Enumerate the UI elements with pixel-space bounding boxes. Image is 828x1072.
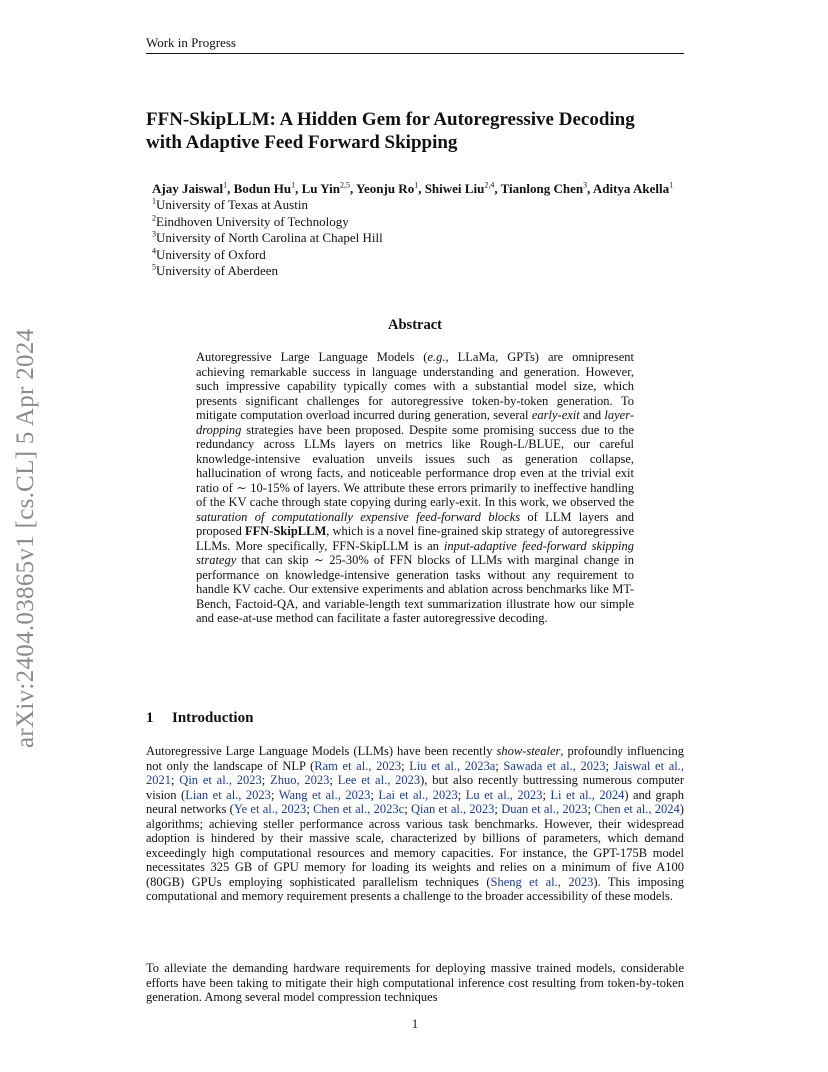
- citation-link[interactable]: Duan et al., 2023: [501, 802, 588, 816]
- citation-link[interactable]: Lai et al., 2023: [378, 787, 458, 802]
- affiliation-5: $^5$University of Aberdeen: [152, 262, 279, 278]
- page-number: 1: [411, 1017, 419, 1031]
- author-affiliation-mark: 1: [291, 180, 296, 190]
- author-affiliation-mark: 2,5: [340, 180, 351, 190]
- citation-link[interactable]: Zhuo, 2023: [270, 773, 330, 787]
- abstract-heading: Abstract: [388, 317, 442, 333]
- citation-link[interactable]: Chen et al., 2024: [594, 802, 680, 816]
- running-header: Work in Progress: [146, 35, 684, 54]
- title-line-1: FFN-SkipLLM: A Hidden Gem for Autoregressive Decoding: [146, 109, 635, 130]
- section-heading-introduction: [146, 710, 684, 727]
- author-list: Ajay Jaiswal$^1$, Bodun Hu$^1$, Lu Yin$^{2,5}$, Yeonju Ro$^1$, Shiwei Liu$^{2,4}$, Tianlong Chen$^3$, Aditya Akella$^1$: [152, 180, 674, 196]
- citation-link[interactable]: Ram et al., 2023: [314, 758, 402, 773]
- section-number: 1: [146, 710, 154, 726]
- author-name: Aditya Akella: [592, 181, 670, 196]
- author-name: Lu Yin: [301, 181, 341, 196]
- citation-link[interactable]: Ye et al., 2023: [233, 802, 307, 816]
- affiliation-1: $^1$University of Texas at Austin: [152, 196, 308, 212]
- author-affiliation-mark: 1: [414, 180, 419, 190]
- author-name: Bodun Hu: [233, 181, 292, 196]
- citation-link[interactable]: Lian et al., 2023: [185, 787, 271, 802]
- citation-link[interactable]: Wang et al., 2023: [278, 787, 371, 802]
- author-affiliation-mark: 2,4: [484, 180, 495, 190]
- citation-link[interactable]: Sawada et al., 2023: [503, 758, 606, 773]
- citation-link[interactable]: Chen et al., 2023c: [313, 802, 405, 816]
- author-affiliation-mark: 1: [223, 180, 228, 190]
- citation-link[interactable]: Sheng et al., 2023: [490, 874, 594, 889]
- abstract-body: Autoregressive Large Language Models (e.g., LLaMa, GPTs) are omnipresent achieving remarkable success in language understanding and generation. However, such impressive capability typically comes with a substantial model size, which presents significant challenges for autoregressive token-by-token generation. To mitigate computation overload incurred during generation, several early-exit and layer-dropping strategies have been proposed. Despite some promising success due to the redundancy across LLMs layers on metrics like Rough-L/BLUE, our careful knowledge-intensive evaluation unveils issues such as generation collapse, hallucination of wrong facts, and noticeable performance drop even at the trivial exit ratio of ∼ 10-15% of layers. We attribute these errors primarily to ineffective handling of the KV cache through state copying during early-exit. In this work, we observed the saturation of computationally expensive feed-forward blocks of LLM layers and proposed FFN-SkipLLM, which is a novel fine-grained skip strategy of autoregressive LLMs. More specifically, FFN-SkipLLM is an input-adaptive feed-forward skipping strategy that can skip ∼ 25-30% of FFN blocks of LLMs with marginal change in performance on knowledge-intensive generation tasks without any requirement to handle KV cache. Our extensive experiments and ablation across benchmarks like MT-Bench, Factoid-QA, and variable-length text summarization illustrate how our simple and ease-at-use method can facilitate a faster autoregressive decoding.: [196, 350, 635, 625]
- citation-link[interactable]: Liu et al., 2023a: [409, 758, 496, 773]
- citation-link[interactable]: Li et al., 2024: [550, 787, 625, 802]
- title-line-2: with Adaptive Feed Forward Skipping: [146, 132, 458, 153]
- author-affiliation-mark: 1: [669, 180, 674, 190]
- section-title: Introduction: [172, 710, 254, 726]
- affiliation-3: $^3$University of North Carolina at Chapel Hill: [152, 229, 383, 245]
- affiliation-4: $^4$University of Oxford: [152, 246, 266, 262]
- author-name: Yeonju Ro: [356, 181, 415, 196]
- citation-link[interactable]: Lu et al., 2023: [465, 787, 543, 802]
- affiliation-2: $^2$Eindhoven University of Technology: [152, 213, 349, 229]
- author-name: Tianlong Chen: [500, 181, 584, 196]
- citation-link[interactable]: Jaiswal et al., 2021: [146, 758, 684, 787]
- citation-link[interactable]: Lee et al., 2023: [337, 773, 421, 787]
- arxiv-identifier: arXiv:2404.03865v1 [cs.CL] 5 Apr 2024: [12, 328, 39, 748]
- author-name: Shiwei Liu: [424, 181, 485, 196]
- citation-link[interactable]: Qin et al., 2023: [179, 773, 262, 787]
- introduction-paragraph-1: Autoregressive Large Language Models (LLMs) have been recently show-stealer, profoundly influencing not only the landscape of NLP (Ram et al., 2023; Liu et al., 2023a; Sawada et al., 2023; Jaiswal et al., 2021; Qin et al., 2023; Zhuo, 2023; Lee et al., 2023), but also recently buttressing numerous computer vision (Lian et al., 2023; Wang et al., 2023; Lai et al., 2023; Lu et al., 2023; Li et al., 2024) and graph neural networks (Ye et al., 2023; Chen et al., 2023c; Qian et al., 2023; Duan et al., 2023; Chen et al., 2024) algorithms; achieving steller performance across various task benchmarks. However, their widespread adoption is hindered by their massive scale, characterized by billions of parameters, which demand exceedingly high computational resources and memory capacities. For instance, the GPT-175B model necessitates 325 GB of GPU memory for loading its weights and relies on a minimum of five A100 (80GB) GPUs employing sophisticated parallelism techniques (Sheng et al., 2023). This imposing computational and memory requirement presents a challenge to the broader accessibility of these models.: [146, 744, 685, 903]
- citation-link[interactable]: Qian et al., 2023: [410, 802, 495, 816]
- paper-title: [146, 108, 706, 154]
- author-affiliation-mark: 3: [583, 180, 588, 190]
- author-name: Ajay Jaiswal: [152, 181, 224, 196]
- introduction-paragraph-2: To alleviate the demanding hardware requirements for deploying massive trained models, considerable efforts have been taking to mitigate their high computational inference cost resulting from token-by-token generation. Among several model compression techniques: [146, 961, 684, 1004]
